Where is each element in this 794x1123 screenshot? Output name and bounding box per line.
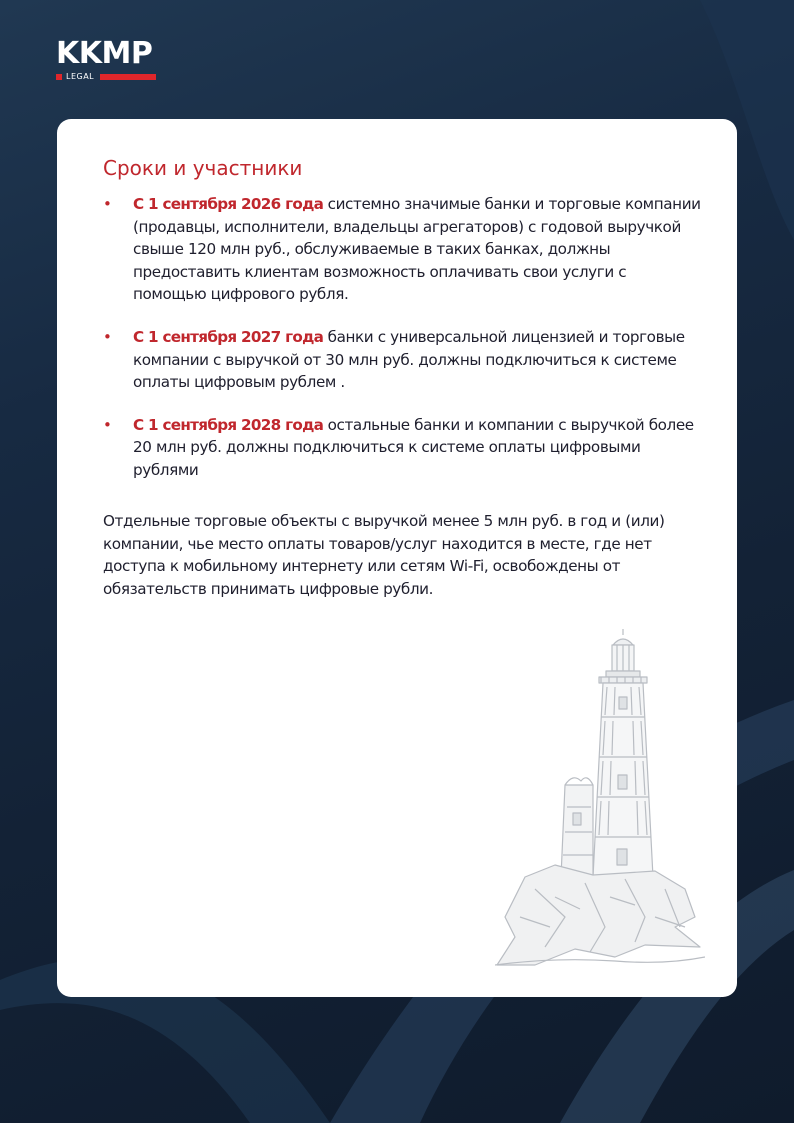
timeline-text: банки с универсальной лицензией и торговые компании с выручкой от 30 млн руб. должны подключиться к системе оплаты цифровым рублем . <box>133 327 685 392</box>
timeline-text: системно значимые банки и торговые компании (продавцы, исполнители, владельцы агрегаторов) с годовой выручкой свыше 120 млн руб., обслуживаемые в таких банках, должны предоставить клиентам возможность оплачивать свои услуги с помощью цифрового рубля. <box>133 195 701 304</box>
timeline-date: С 1 сентября 2027 года <box>133 327 324 346</box>
timeline-item-2028 <box>103 414 703 482</box>
kkmp-logo <box>56 38 158 86</box>
timeline-item-2027 <box>103 326 703 394</box>
lighthouse-illustration <box>495 627 705 977</box>
logo-subtext: LEGAL <box>66 72 95 81</box>
logo-wordmark: KKMP <box>56 36 153 71</box>
exemption-paragraph: Отдельные торговые объекты с выручкой менее 5 млн руб. в год и (или) компании, чье место оплаты товаров/услуг находится в месте, где нет доступа к мобильному интернету или сетям Wi-Fi, освобождены от обязательств принимать цифровые рубли. <box>103 512 665 598</box>
timeline-text: остальные банки и компании с выручкой более 20 млн руб. должны подключиться к системе оплаты цифровыми рублями <box>133 415 694 479</box>
timeline-item-2026 <box>103 193 703 306</box>
timeline-date: С 1 сентября 2026 года <box>133 195 324 213</box>
bullet-icon: • <box>103 195 112 213</box>
logo-red-bar <box>100 74 156 80</box>
section-title: Сроки и участники <box>103 156 303 180</box>
bullet-icon: • <box>103 415 112 434</box>
logo-red-square <box>56 74 62 80</box>
timeline-date: С 1 сентября 2028 года <box>133 415 324 434</box>
content-card <box>57 119 737 997</box>
bullet-icon: • <box>103 327 112 346</box>
timeline-list <box>103 193 703 502</box>
